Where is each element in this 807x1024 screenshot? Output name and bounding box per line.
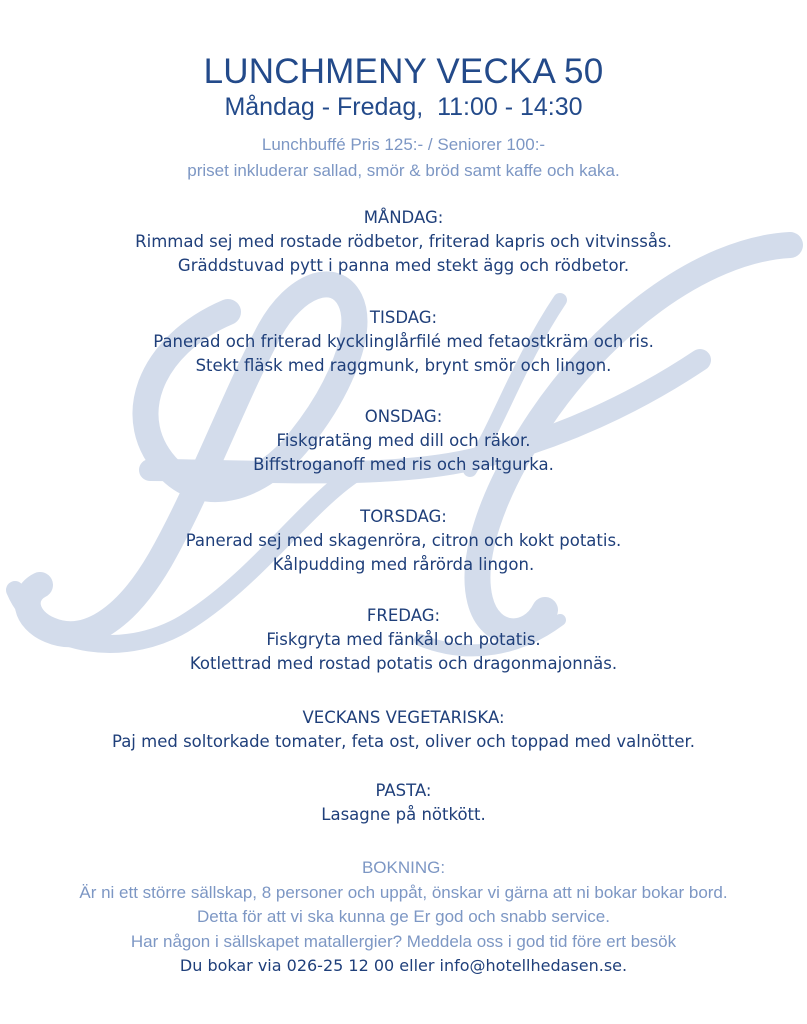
day-section-tuesday xyxy=(0,306,807,378)
dish-line: Kotlettrad med rostad potatis och dragonmajonnäs. xyxy=(189,654,618,673)
price-line: Lunchbuffé Pris 125:- / Seniorer 100:- xyxy=(261,135,546,154)
day-section-thursday xyxy=(0,505,807,577)
dish-line: Biffstroganoff med ris och saltgurka. xyxy=(253,455,554,474)
dish-line: Gräddstuvad pytt i panna med stekt ägg och rödbetor. xyxy=(177,256,630,275)
vegetarian-dish: Paj med soltorkade tomater, feta ost, oliver och toppad med valnötter. xyxy=(111,732,696,751)
dish-line: Fiskgryta med fänkål och potatis. xyxy=(266,630,541,649)
booking-line-service: Detta för att vi ska kunna ge Er god och snabb service. xyxy=(197,907,610,926)
dish-line: Stekt fläsk med raggmunk, brynt smör och lingon. xyxy=(195,356,612,375)
price-includes-line: priset inkluderar sallad, smör & bröd samt kaffe och kaka. xyxy=(187,161,620,180)
day-heading: FREDAG: xyxy=(366,606,441,625)
page-subtitle-hours: Måndag - Fredag, 11:00 - 14:30 xyxy=(224,93,583,121)
vegetarian-heading: VECKANS VEGETARISKA: xyxy=(302,708,505,727)
dish-line: Fiskgratäng med dill och räkor. xyxy=(276,431,531,450)
pasta-section xyxy=(0,779,807,827)
day-section-monday xyxy=(0,206,807,278)
pasta-heading: PASTA: xyxy=(375,781,432,800)
day-section-wednesday xyxy=(0,405,807,477)
day-heading: MÅNDAG: xyxy=(363,208,444,227)
day-heading: TISDAG: xyxy=(369,308,438,327)
vegetarian-section xyxy=(0,706,807,754)
dish-line: Panerad sej med skagenröra, citron och kokt potatis. xyxy=(185,531,622,550)
booking-line-allergies: Har någon i sällskapet matallergier? Meddela oss i god tid före ert besök xyxy=(130,931,677,951)
day-heading: TORSDAG: xyxy=(360,507,447,526)
page-title: LUNCHMENY VECKA 50 xyxy=(203,52,604,91)
dish-line: Kålpudding med rårörda lingon. xyxy=(272,555,535,574)
booking-contact-line: Du bokar via 026-25 12 00 eller info@hotellhedasen.se. xyxy=(179,956,628,975)
day-heading: ONSDAG: xyxy=(364,407,443,426)
dish-line: Panerad och friterad kycklinglårfilé med fetaostkräm och ris. xyxy=(153,332,654,351)
day-section-friday xyxy=(0,604,807,676)
booking-section xyxy=(0,856,807,979)
pasta-dish: Lasagne på nötkött. xyxy=(321,805,486,824)
dish-line: Rimmad sej med rostade rödbetor, friterad kapris och vitvinssås. xyxy=(135,232,672,251)
booking-line-group-size: Är ni ett större sällskap, 8 personer och uppåt, önskar vi gärna att ni bokar bokar bord. xyxy=(79,882,728,902)
booking-heading: BOKNING: xyxy=(361,858,446,877)
